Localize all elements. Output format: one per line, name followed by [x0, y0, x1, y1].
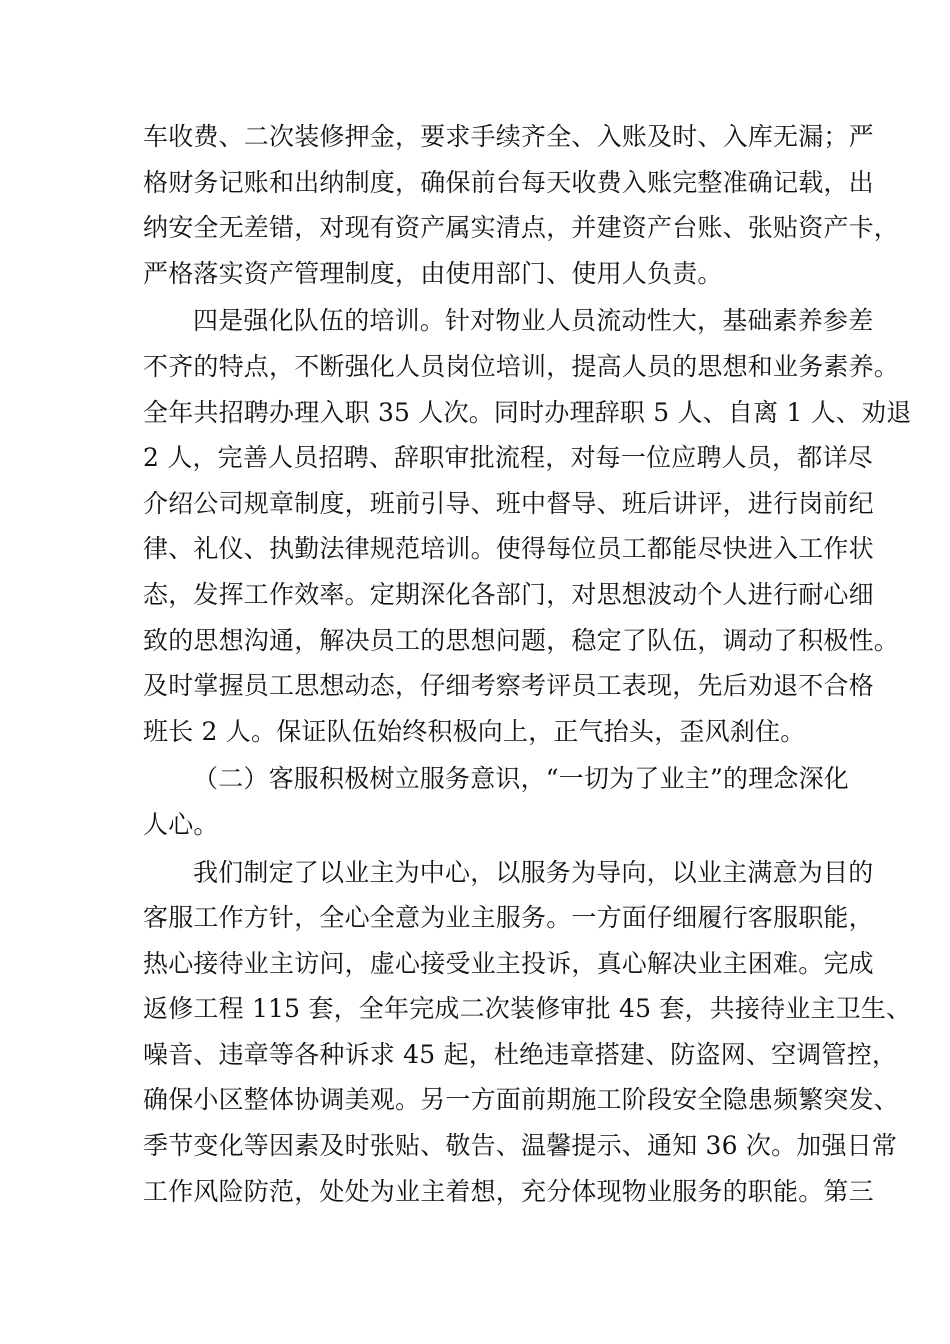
text-line: 工作风险防范，处处为业主着想，充分体现物业服务的职能。第三 [143, 1176, 874, 1206]
text-line: 全年共招聘办理入职 35 人次。同时办理辞职 5 人、自离 1 人、劝退 [143, 397, 912, 427]
paragraph-customer-service [143, 850, 912, 1215]
text-line: 确保小区整体协调美观。另一方面前期施工阶段安全隐患频繁突发、 [143, 1085, 900, 1115]
text-line: 致的思想沟通，解决员工的思想问题，稳定了队伍，调动了积极性。 [143, 625, 900, 655]
text-line: 严格落实资产管理制度，由使用部门、使用人负责。 [143, 258, 723, 288]
text-line: 噪音、违章等各种诉求 45 起，杜绝违章搭建、防盗网、空调管控， [143, 1039, 898, 1069]
text-line: 季节变化等因素及时张贴、敬告、温馨提示、通知 36 次。加强日常 [143, 1131, 898, 1161]
text-line: 格财务记账和出纳制度，确保前台每天收费入账完整准确记载，出 [143, 167, 874, 197]
section-heading-customer-service [143, 756, 849, 847]
paragraph-finance [143, 114, 900, 296]
text-line: 纳安全无差错，对现有资产属实清点，并建资产台账、张贴资产卡， [143, 213, 900, 243]
text-line: 车收费、二次装修押金，要求手续齐全、入账及时、入库无漏；严 [143, 122, 874, 151]
text-line: 人心。 [143, 809, 219, 839]
paragraph-training [143, 298, 912, 754]
text-line: （二）客服积极树立服务意识，“一切为了业主”的理念深化 [193, 764, 849, 794]
text-line: 我们制定了以业主为中心，以服务为导向，以业主满意为目的 [193, 857, 874, 887]
text-line: 律、礼仪、执勤法律规范培训。使得每位员工都能尽快进入工作状 [143, 534, 874, 564]
text-line: 介绍公司规章制度，班前引导、班中督导、班后讲评，进行岗前纪 [143, 488, 874, 518]
text-line: 热心接待业主访问，虚心接受业主投诉，真心解决业主困难。完成 [143, 948, 874, 978]
text-line: 返修工程 115 套，全年完成二次装修审批 45 套，共接待业主卫生、 [143, 994, 912, 1024]
text-line: 不齐的特点，不断强化人员岗位培训，提高人员的思想和业务素养。 [143, 351, 900, 381]
text-line: 班长 2 人。保证队伍始终积极向上，正气抬头，歪风刹住。 [143, 716, 806, 746]
text-line: 四是强化队伍的培训。针对物业人员流动性大，基础素养参差 [193, 306, 874, 336]
document-body [143, 114, 912, 1214]
text-line: 及时掌握员工思想动态，仔细考察考评员工表现，先后劝退不合格 [143, 671, 874, 701]
text-line: 2 人，完善人员招聘、辞职审批流程，对每一位应聘人员，都详尽 [143, 443, 873, 473]
text-line: 客服工作方针，全心全意为业主服务。一方面仔细履行客服职能， [143, 903, 874, 933]
text-line: 态，发挥工作效率。定期深化各部门，对思想波动个人进行耐心细 [143, 579, 874, 609]
